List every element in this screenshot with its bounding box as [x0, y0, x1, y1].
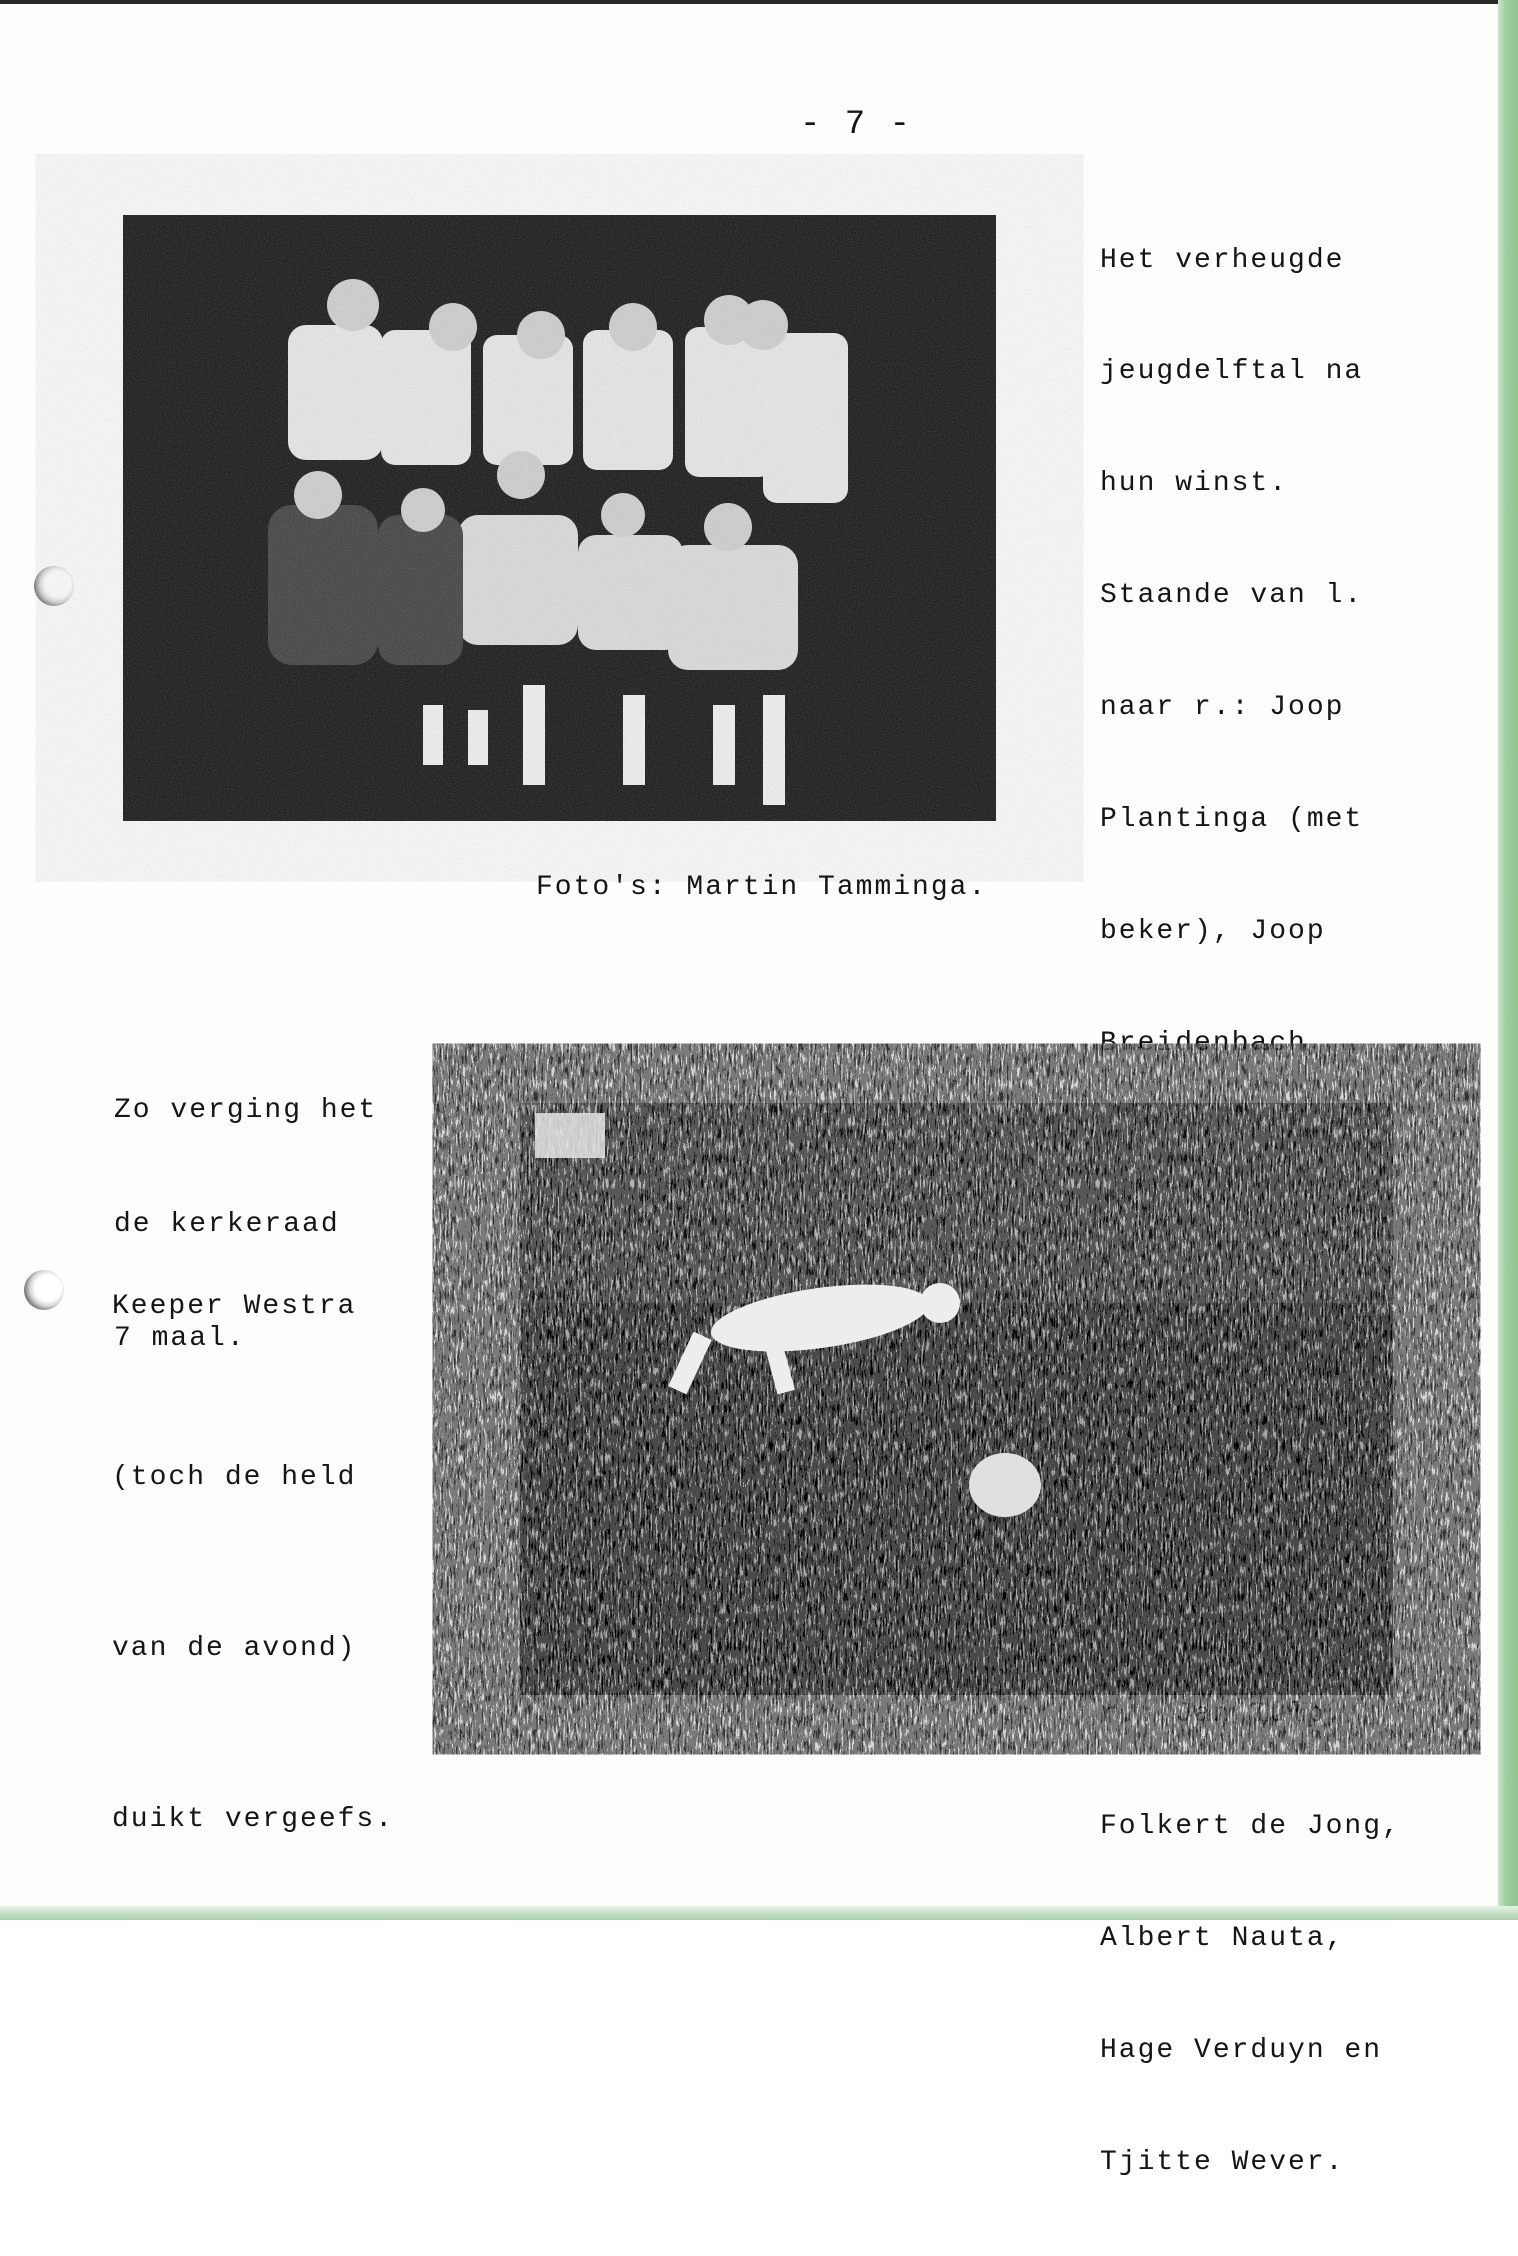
- caption-line: Breidenbach,: [1100, 1027, 1326, 1059]
- caption-line: beker), Joop: [1100, 915, 1326, 947]
- caption-line: 7 maal.: [114, 1323, 246, 1354]
- punch-hole-icon: [34, 566, 74, 606]
- caption-line: Plantinga (met: [1100, 804, 1364, 836]
- caption-line: Zo verging het: [114, 1095, 378, 1126]
- team-photo: [123, 215, 996, 821]
- caption-line: duikt vergeefs.: [112, 1804, 395, 1835]
- top-edge-shadow: [0, 0, 1518, 4]
- caption-line: hun winst.: [1100, 468, 1289, 500]
- caption-line: jeugdelftal na: [1100, 356, 1364, 388]
- keeper-photo: [520, 1103, 1393, 1695]
- caption-line: de kerkeraad: [114, 1209, 340, 1240]
- caption-line: Staande van l.: [1100, 580, 1364, 612]
- caption-line: Albert Nauta,: [1100, 1922, 1345, 1954]
- caption-line: (toch de held: [112, 1462, 357, 1493]
- punch-hole-icon: [24, 1270, 64, 1310]
- caption-line: van de avond): [112, 1633, 357, 1664]
- binder-edge: [1498, 0, 1518, 1920]
- caption-line: Tjitte Wever.: [1100, 2146, 1345, 2178]
- caption-line: r.: Jan Tulp,: [1100, 1699, 1345, 1731]
- keeper-photo-image: [520, 1103, 1393, 1695]
- caption-line: naar r.: Joop: [1100, 692, 1345, 724]
- team-photo-image: [123, 215, 996, 821]
- page-number: - 7 -: [800, 106, 913, 144]
- caption-line: Folkert de Jong,: [1100, 1811, 1401, 1843]
- photo-credit: Foto's: Martin Tamminga.: [536, 872, 988, 903]
- caption-line: Keeper Westra: [112, 1291, 357, 1322]
- keeper-caption: [112, 1164, 394, 1962]
- caption-line: Hage Verduyn en: [1100, 2034, 1383, 2066]
- caption-line: Het verheugde: [1100, 244, 1345, 276]
